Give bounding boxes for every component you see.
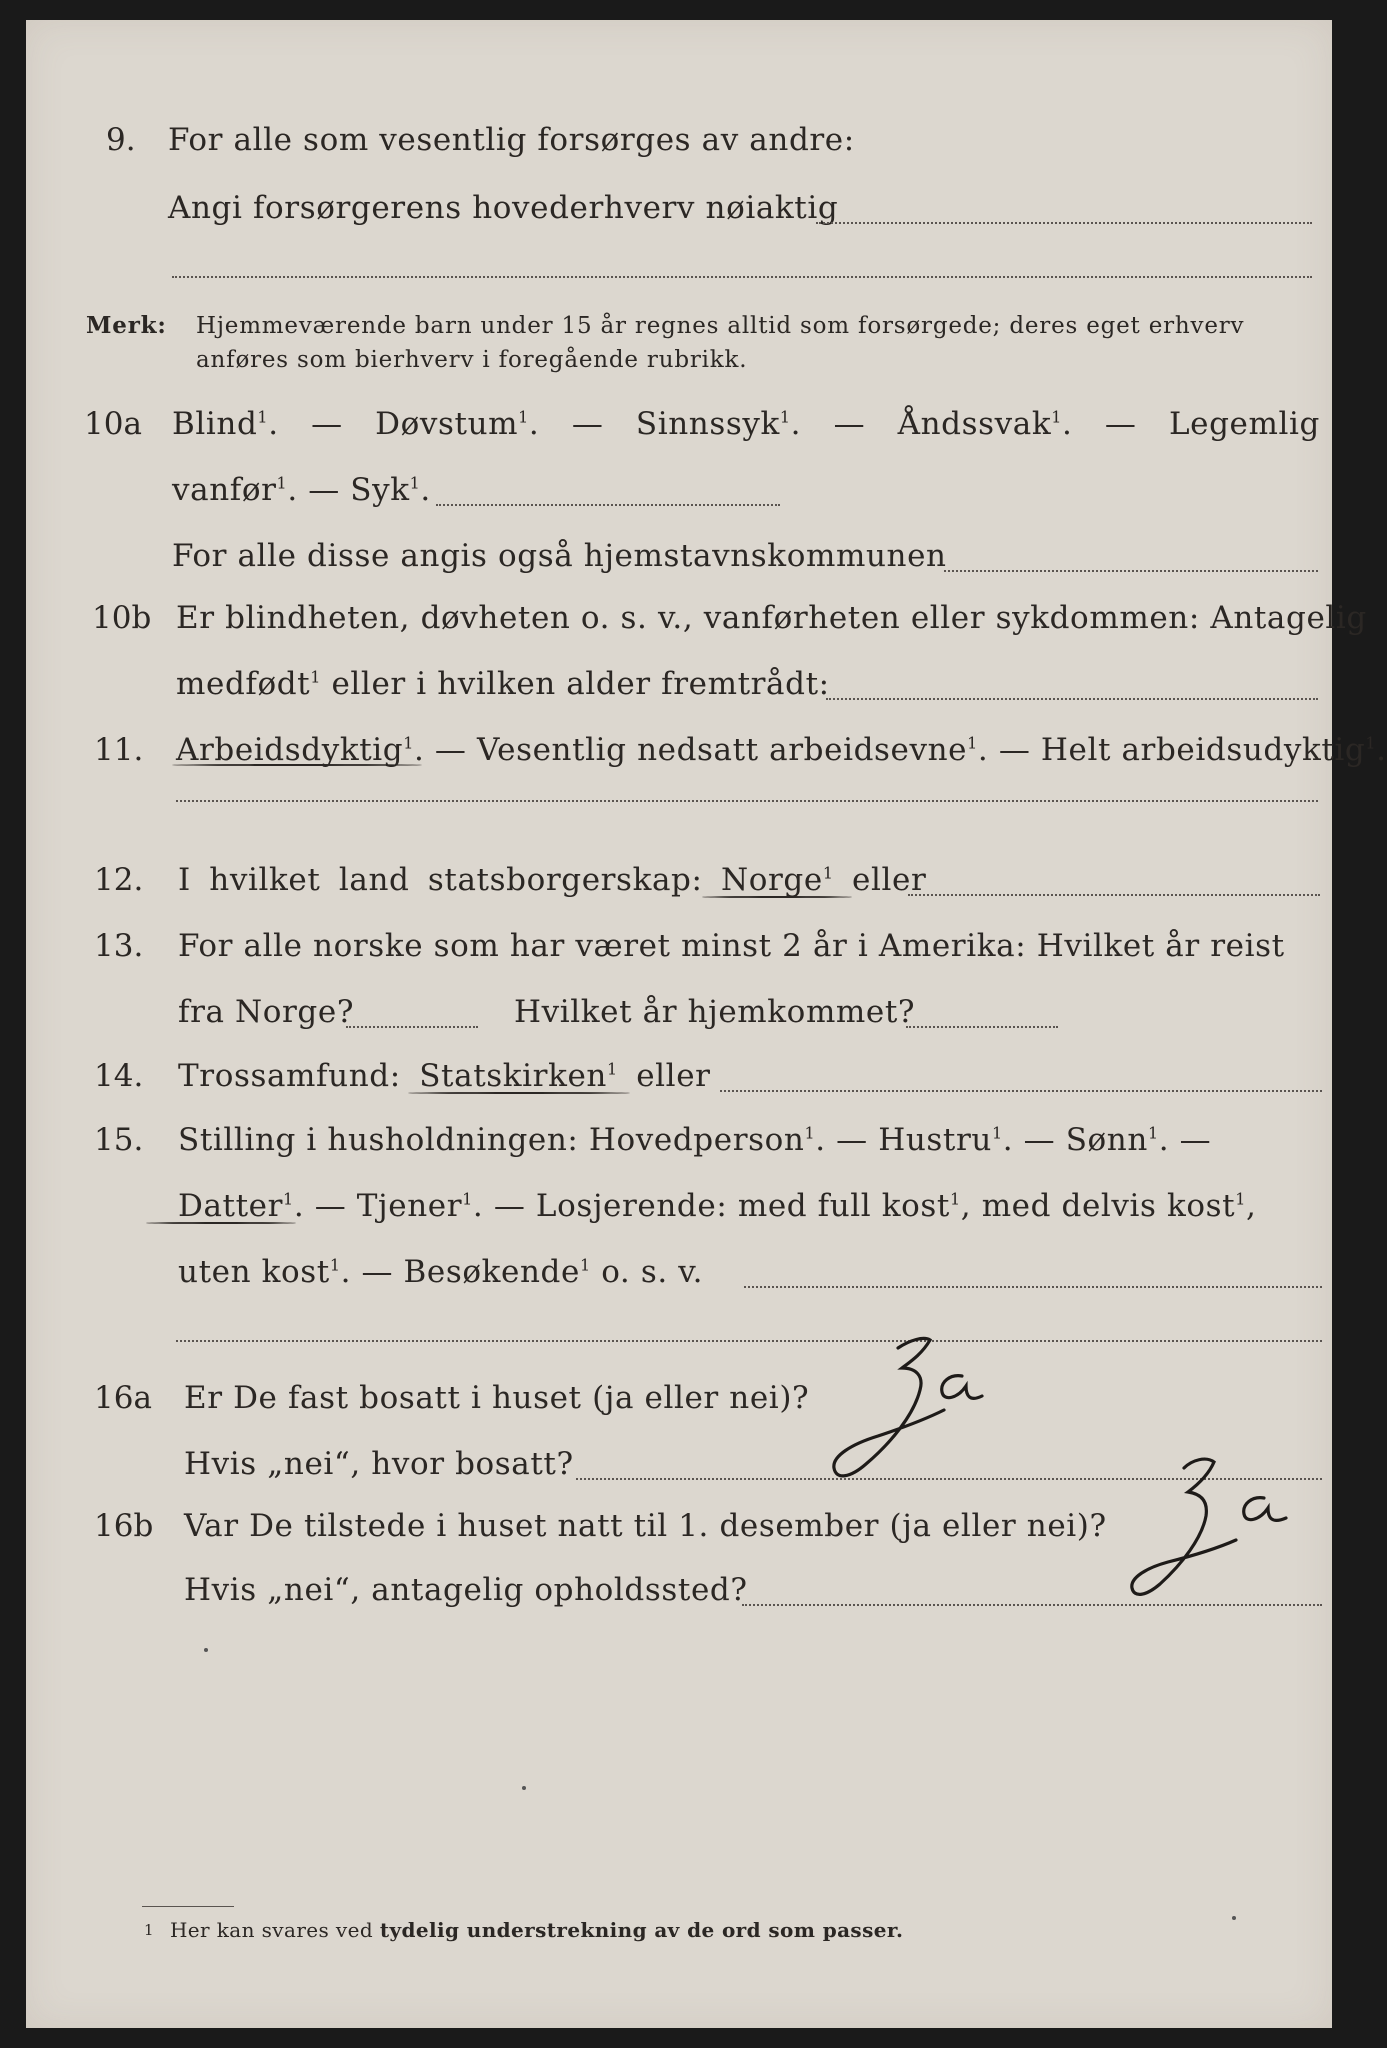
q10a-hjemstavn-line[interactable] (944, 570, 1318, 572)
q10b-number: 10b (92, 600, 152, 636)
q11-number: 11. (94, 732, 144, 768)
q16a-line1: Er De fast bosatt i huset (ja eller nei)? (184, 1380, 810, 1416)
q13-number: 13. (94, 928, 144, 964)
q10a-line3: For alle disse angis også hjemstavnskommunen (172, 538, 947, 574)
q12-number: 12. (94, 862, 144, 898)
paper-speck (1232, 1916, 1236, 1920)
merk-line1: Hjemmeværende barn under 15 år regnes alltid som forsørgede; deres eget erhverv (196, 313, 1245, 339)
footnote: $^1$ Her kan svares ved tydelig understrekning av de ord som passer. (144, 1918, 904, 1942)
q13-line1: For alle norske som har været minst 2 år i Amerika: Hvilket år reist (178, 928, 1285, 964)
q16a-number: 16a (94, 1380, 152, 1416)
q14-answer-underlined: Statskirken (419, 1058, 607, 1094)
footnote-rule (142, 1906, 234, 1907)
q10b-line1: Er blindheten, døvheten o. s. v., vanførheten eller sykdommen: Antagelig (176, 600, 1367, 636)
q9-number: 9. (106, 122, 136, 158)
q11-answer-line[interactable] (176, 800, 1318, 802)
form-page (26, 20, 1387, 2028)
q10b-line2: medfødt$^1$ eller i hvilken alder fremtrådt: (176, 666, 830, 702)
q10a-line1: Blind$^1$. — Døvstum$^1$. — Sinnssyk$^1$. — Åndssvak$^1$. — Legemlig (172, 406, 1320, 442)
q13-line2b: Hvilket år hjemkommet? (514, 994, 916, 1030)
merk-line2: anføres som bierhverv i foregående rubrikk. (196, 347, 748, 373)
q11-line: Arbeidsdyktig$^1$. — Vesentlig nedsatt arbeidsevne$^1$. — Helt arbeidsudyktig$^1$. (176, 732, 1387, 768)
q9-answer-line-2[interactable] (172, 276, 1312, 278)
q16b-number: 16b (94, 1508, 154, 1544)
q12-underline-mark (702, 896, 852, 898)
q12-answer-underlined: Norge (721, 862, 823, 898)
q15-line1: Stilling i husholdningen: Hovedperson$^1$. — Hustru$^1$. — Sønn$^1$. — (178, 1122, 1212, 1158)
q10a-line2: vanfør$^1$. — Syk$^1$. (172, 472, 431, 508)
q9-line2: Angi forsørgerens hovederhverv nøiaktig (168, 190, 839, 226)
paper-speck (204, 1648, 208, 1652)
q16a-handwritten-ja (806, 1310, 1016, 1490)
q16b-line2: Hvis „nei“, antagelig opholdssted? (184, 1572, 748, 1608)
q13-hjemkommet-line[interactable] (906, 1026, 1058, 1028)
q14-underline-mark (408, 1092, 630, 1094)
svg-text:Ja: Ja (806, 1310, 807, 1311)
q14-answer-line[interactable] (720, 1090, 1322, 1092)
q11-underline-mark (172, 764, 422, 766)
q9-answer-line[interactable] (816, 222, 1312, 224)
q15-underline-mark (146, 1222, 296, 1224)
q15-answer-line[interactable] (744, 1286, 1322, 1288)
q15-number: 15. (94, 1122, 144, 1158)
q10b-answer-line[interactable] (826, 698, 1318, 700)
merk-label: Merk: (86, 312, 167, 339)
q13-line2a: fra Norge? (178, 994, 355, 1030)
q16b-handwritten-ja (1096, 1440, 1316, 1620)
q9-line1: For alle som vesentlig forsørges av andre: (168, 122, 855, 158)
q14-number: 14. (94, 1058, 144, 1094)
q15-line3: uten kost$^1$. — Besøkende$^1$ o. s. v. (178, 1254, 704, 1290)
q14-line: Trossamfund: Statskirken$^1$ eller (178, 1058, 711, 1094)
svg-text:Ja: Ja (1096, 1440, 1097, 1441)
q13-reist-line[interactable] (346, 1026, 478, 1028)
q15-line2: Datter$^1$. — Tjener$^1$. — Losjerende: med full kost$^1$, med delvis kost$^1$, (178, 1188, 1257, 1224)
q10a-answer-line[interactable] (436, 504, 780, 506)
q10a-number: 10a (84, 406, 142, 442)
q12-line: I hvilket land statsborgerskap: Norge$^1$ eller (178, 862, 927, 898)
q15-answer-line-2[interactable] (176, 1340, 1322, 1342)
q16a-line2: Hvis „nei“, hvor bosatt? (184, 1446, 574, 1482)
paper-speck (522, 1786, 526, 1790)
q12-answer-line[interactable] (908, 894, 1320, 896)
q16b-line1: Var De tilstede i huset natt til 1. desember (ja eller nei)? (184, 1508, 1107, 1544)
footnote-mark: 1 (144, 1921, 154, 1939)
